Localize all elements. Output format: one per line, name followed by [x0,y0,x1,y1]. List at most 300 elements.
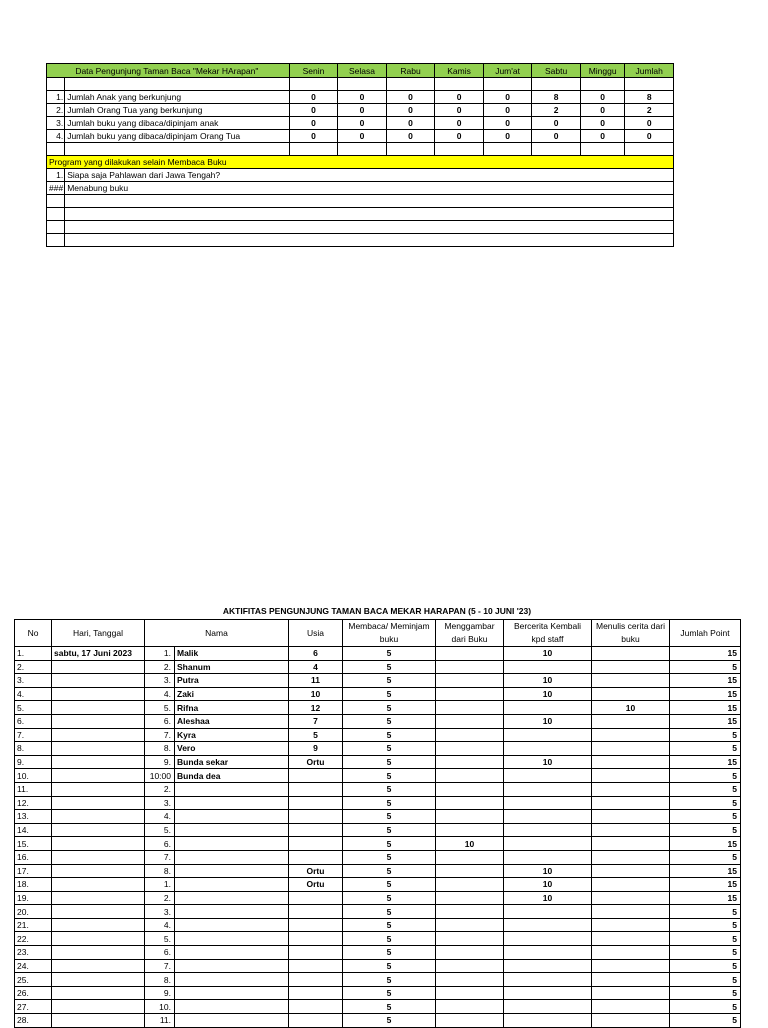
row-draw [436,1014,504,1028]
row-index: 10:00 [145,769,175,783]
row-date [52,782,145,796]
day-count: 0 [580,104,624,117]
program-label: Menabung buku [65,182,674,195]
row-name: Malik [175,647,289,661]
activity-row [15,973,741,987]
blank-cell [483,143,532,156]
row-name: Putra [175,674,289,688]
program-number: 1. [47,169,65,182]
activity-row [15,932,741,946]
row-points: 5 [670,959,741,973]
row-story [504,973,592,987]
day-count: 0 [338,104,387,117]
row-story [504,1000,592,1014]
row-no: 15. [15,837,52,851]
row-age [289,891,343,905]
row-read: 5 [343,1000,436,1014]
row-index: 4. [145,810,175,824]
row-points: 5 [670,782,741,796]
row-story: 10 [504,864,592,878]
row-no: 24. [15,959,52,973]
row-date [52,946,145,960]
row-age: 9 [289,742,343,756]
row-age [289,850,343,864]
row-no: 23. [15,946,52,960]
activity-table [14,619,741,1028]
activity-row [15,864,741,878]
program-number: ### [47,182,65,195]
row-no: 13. [15,810,52,824]
row-index: 5. [145,932,175,946]
row-name: Bunda sekar [175,755,289,769]
row-label: Jumlah Orang Tua yang berkunjung [65,104,290,117]
row-date [52,959,145,973]
activity-row [15,837,741,851]
row-draw [436,850,504,864]
row-points: 5 [670,973,741,987]
header-jumat: Jum'at [483,64,532,78]
row-story [504,1014,592,1028]
summary-row [47,130,674,143]
program-heading-row [47,156,674,169]
row-draw [436,674,504,688]
day-count: 0 [338,117,387,130]
day-count: 8 [625,91,674,104]
day-count: 0 [483,130,532,143]
blank-cell [65,78,290,91]
row-index: 8. [145,973,175,987]
blank-cell [435,143,484,156]
row-index: 7. [145,728,175,742]
row-draw [436,714,504,728]
day-count: 0 [435,91,484,104]
row-age [289,810,343,824]
row-date [52,986,145,1000]
row-no: 14. [15,823,52,837]
row-write [592,973,670,987]
row-date [52,796,145,810]
row-points: 5 [670,986,741,1000]
row-read: 5 [343,796,436,810]
activity-row [15,647,741,661]
row-draw [436,986,504,1000]
row-name [175,782,289,796]
row-points: 15 [670,864,741,878]
row-name [175,905,289,919]
row-name [175,973,289,987]
summary-row [47,104,674,117]
row-no: 1. [15,647,52,661]
row-draw [436,782,504,796]
row-no: 27. [15,1000,52,1014]
row-story [504,837,592,851]
blank-row [47,208,674,221]
row-points: 5 [670,660,741,674]
header-jumlah: Jumlah [625,64,674,78]
row-age [289,1014,343,1028]
row-story: 10 [504,647,592,661]
row-draw [436,742,504,756]
blank-row [47,221,674,234]
blank-cell [65,143,290,156]
row-write [592,986,670,1000]
row-story [504,850,592,864]
header-sabtu: Sabtu [532,64,581,78]
row-write [592,810,670,824]
row-story [504,660,592,674]
header-no: No [15,620,52,647]
row-no: 7. [15,728,52,742]
activity-row [15,796,741,810]
activity-row [15,742,741,756]
row-write [592,660,670,674]
row-read: 5 [343,769,436,783]
row-date [52,918,145,932]
row-story: 10 [504,891,592,905]
row-write [592,742,670,756]
row-points: 15 [670,647,741,661]
row-story [504,796,592,810]
row-write [592,714,670,728]
row-name [175,810,289,824]
row-write [592,769,670,783]
row-write [592,864,670,878]
row-story [504,959,592,973]
row-index: 5. [145,823,175,837]
row-number: 1. [47,91,65,104]
row-date [52,891,145,905]
row-story [504,905,592,919]
row-date [52,701,145,715]
day-count: 0 [625,130,674,143]
row-date [52,878,145,892]
day-count: 0 [580,117,624,130]
row-points: 5 [670,905,741,919]
row-read: 5 [343,864,436,878]
program-heading: Program yang dilakukan selain Membaca Buku [47,156,674,169]
row-points: 15 [670,878,741,892]
row-draw [436,728,504,742]
row-no: 12. [15,796,52,810]
blank-cell [65,234,674,247]
row-write: 10 [592,701,670,715]
blank-cell [338,143,387,156]
row-points: 15 [670,687,741,701]
row-no: 10. [15,769,52,783]
activity-row [15,714,741,728]
row-name: Kyra [175,728,289,742]
row-write [592,1000,670,1014]
summary-row [47,91,674,104]
row-number: 3. [47,117,65,130]
row-read: 5 [343,932,436,946]
row-points: 5 [670,728,741,742]
row-name [175,959,289,973]
activity-row [15,891,741,905]
row-story [504,918,592,932]
row-index: 5. [145,701,175,715]
row-read: 5 [343,918,436,932]
row-no: 6. [15,714,52,728]
row-points: 5 [670,932,741,946]
row-write [592,891,670,905]
row-write [592,850,670,864]
day-count: 0 [483,91,532,104]
row-write [592,823,670,837]
row-points: 15 [670,714,741,728]
row-draw [436,973,504,987]
row-points: 15 [670,755,741,769]
row-read: 5 [343,986,436,1000]
row-age [289,837,343,851]
header-draw: Menggambar dari Buku [436,620,504,647]
row-no: 19. [15,891,52,905]
row-name [175,878,289,892]
row-no: 25. [15,973,52,987]
row-read: 5 [343,850,436,864]
row-read: 5 [343,782,436,796]
row-name [175,823,289,837]
row-no: 22. [15,932,52,946]
row-index: 4. [145,687,175,701]
row-index: 1. [145,878,175,892]
row-no: 16. [15,850,52,864]
row-index: 11. [145,1014,175,1028]
blank-row [47,143,674,156]
row-draw [436,701,504,715]
program-label: Siapa saja Pahlawan dari Jawa Tengah? [65,169,674,182]
blank-row [47,78,674,91]
row-no: 26. [15,986,52,1000]
day-count: 0 [289,91,338,104]
row-draw [436,864,504,878]
blank-cell [435,78,484,91]
blank-cell [483,78,532,91]
row-date [52,714,145,728]
blank-cell [338,78,387,91]
header-age: Usia [289,620,343,647]
row-read: 5 [343,701,436,715]
row-index: 10. [145,1000,175,1014]
row-read: 5 [343,823,436,837]
row-date [52,742,145,756]
blank-cell [532,78,581,91]
blank-cell [386,143,435,156]
day-count: 0 [289,117,338,130]
row-age: Ortu [289,864,343,878]
row-name: Zaki [175,687,289,701]
summary-title: Data Pengunjung Taman Baca "Mekar HArapan" [47,64,290,78]
row-date [52,973,145,987]
blank-cell [65,195,674,208]
blank-cell [625,143,674,156]
row-write [592,946,670,960]
row-draw [436,687,504,701]
row-draw [436,769,504,783]
header-senin: Senin [289,64,338,78]
activity-row [15,959,741,973]
day-count: 0 [386,130,435,143]
blank-cell [47,78,65,91]
row-age: 6 [289,647,343,661]
header-points: Jumlah Point [670,620,741,647]
row-write [592,674,670,688]
row-index: 6. [145,714,175,728]
row-date [52,810,145,824]
row-write [592,878,670,892]
row-name: Aleshaa [175,714,289,728]
activity-row [15,782,741,796]
row-name [175,918,289,932]
day-count: 0 [338,91,387,104]
row-read: 5 [343,973,436,987]
activity-row [15,905,741,919]
row-date [52,1014,145,1028]
row-points: 15 [670,837,741,851]
row-date [52,864,145,878]
day-count: 0 [532,117,581,130]
summary-header-row [47,64,674,78]
row-read: 5 [343,905,436,919]
row-read: 5 [343,878,436,892]
activity-row [15,687,741,701]
activity-title: AKTIFITAS PENGUNJUNG TAMAN BACA MEKAR HARAPAN (5 - 10 JUNI '23) [222,606,532,616]
row-story [504,782,592,796]
row-age [289,782,343,796]
row-story: 10 [504,714,592,728]
row-name: Bunda dea [175,769,289,783]
row-age [289,986,343,1000]
row-no: 8. [15,742,52,756]
row-draw [436,946,504,960]
row-name [175,946,289,960]
activity-row [15,728,741,742]
day-count: 0 [435,117,484,130]
row-draw [436,905,504,919]
activity-row [15,674,741,688]
activity-row [15,986,741,1000]
row-story [504,742,592,756]
row-date [52,905,145,919]
blank-cell [65,208,674,221]
row-read: 5 [343,810,436,824]
row-draw [436,796,504,810]
row-no: 28. [15,1014,52,1028]
row-story [504,986,592,1000]
row-age [289,946,343,960]
day-count: 8 [532,91,581,104]
row-write [592,1014,670,1028]
day-count: 0 [625,117,674,130]
row-draw [436,1000,504,1014]
row-date [52,728,145,742]
activity-row [15,918,741,932]
row-no: 3. [15,674,52,688]
row-name [175,1014,289,1028]
blank-cell [386,78,435,91]
row-name [175,850,289,864]
row-name [175,891,289,905]
row-index: 9. [145,755,175,769]
header-write: Menulis cerita dari buku [592,620,670,647]
row-index: 4. [145,918,175,932]
day-count: 0 [289,130,338,143]
header-rabu: Rabu [386,64,435,78]
blank-cell [65,221,674,234]
row-points: 5 [670,1000,741,1014]
day-count: 2 [532,104,581,117]
row-index: 6. [145,946,175,960]
row-age: 4 [289,660,343,674]
row-age: 7 [289,714,343,728]
row-index: 8. [145,864,175,878]
row-name [175,837,289,851]
row-points: 5 [670,946,741,960]
row-points: 15 [670,701,741,715]
row-date [52,660,145,674]
row-name: Vero [175,742,289,756]
row-no: 5. [15,701,52,715]
blank-row [47,195,674,208]
header-kamis: Kamis [435,64,484,78]
row-draw [436,918,504,932]
blank-cell [47,143,65,156]
row-read: 5 [343,714,436,728]
row-read: 5 [343,742,436,756]
activity-row [15,946,741,960]
row-age [289,959,343,973]
row-age: Ortu [289,878,343,892]
row-label: Jumlah buku yang dibaca/dipinjam anak [65,117,290,130]
row-age [289,918,343,932]
row-name [175,1000,289,1014]
row-draw [436,959,504,973]
day-count: 0 [386,91,435,104]
row-points: 5 [670,823,741,837]
row-index: 7. [145,959,175,973]
day-count: 0 [289,104,338,117]
row-age: Ortu [289,755,343,769]
row-read: 5 [343,728,436,742]
row-age [289,905,343,919]
day-count: 0 [435,130,484,143]
row-story: 10 [504,674,592,688]
row-points: 5 [670,769,741,783]
row-index: 1. [145,647,175,661]
blank-cell [47,208,65,221]
day-count: 0 [338,130,387,143]
activity-header-row [15,620,741,647]
row-index: 3. [145,905,175,919]
row-index: 7. [145,850,175,864]
row-read: 5 [343,1014,436,1028]
blank-cell [532,143,581,156]
program-row [47,182,674,195]
activity-row [15,850,741,864]
row-name [175,986,289,1000]
row-date [52,687,145,701]
row-story [504,946,592,960]
row-age: 10 [289,687,343,701]
header-name: Nama [145,620,289,647]
day-count: 0 [532,130,581,143]
row-write [592,796,670,810]
row-points: 15 [670,891,741,905]
row-index: 3. [145,674,175,688]
activity-row [15,701,741,715]
row-write [592,959,670,973]
row-draw: 10 [436,837,504,851]
